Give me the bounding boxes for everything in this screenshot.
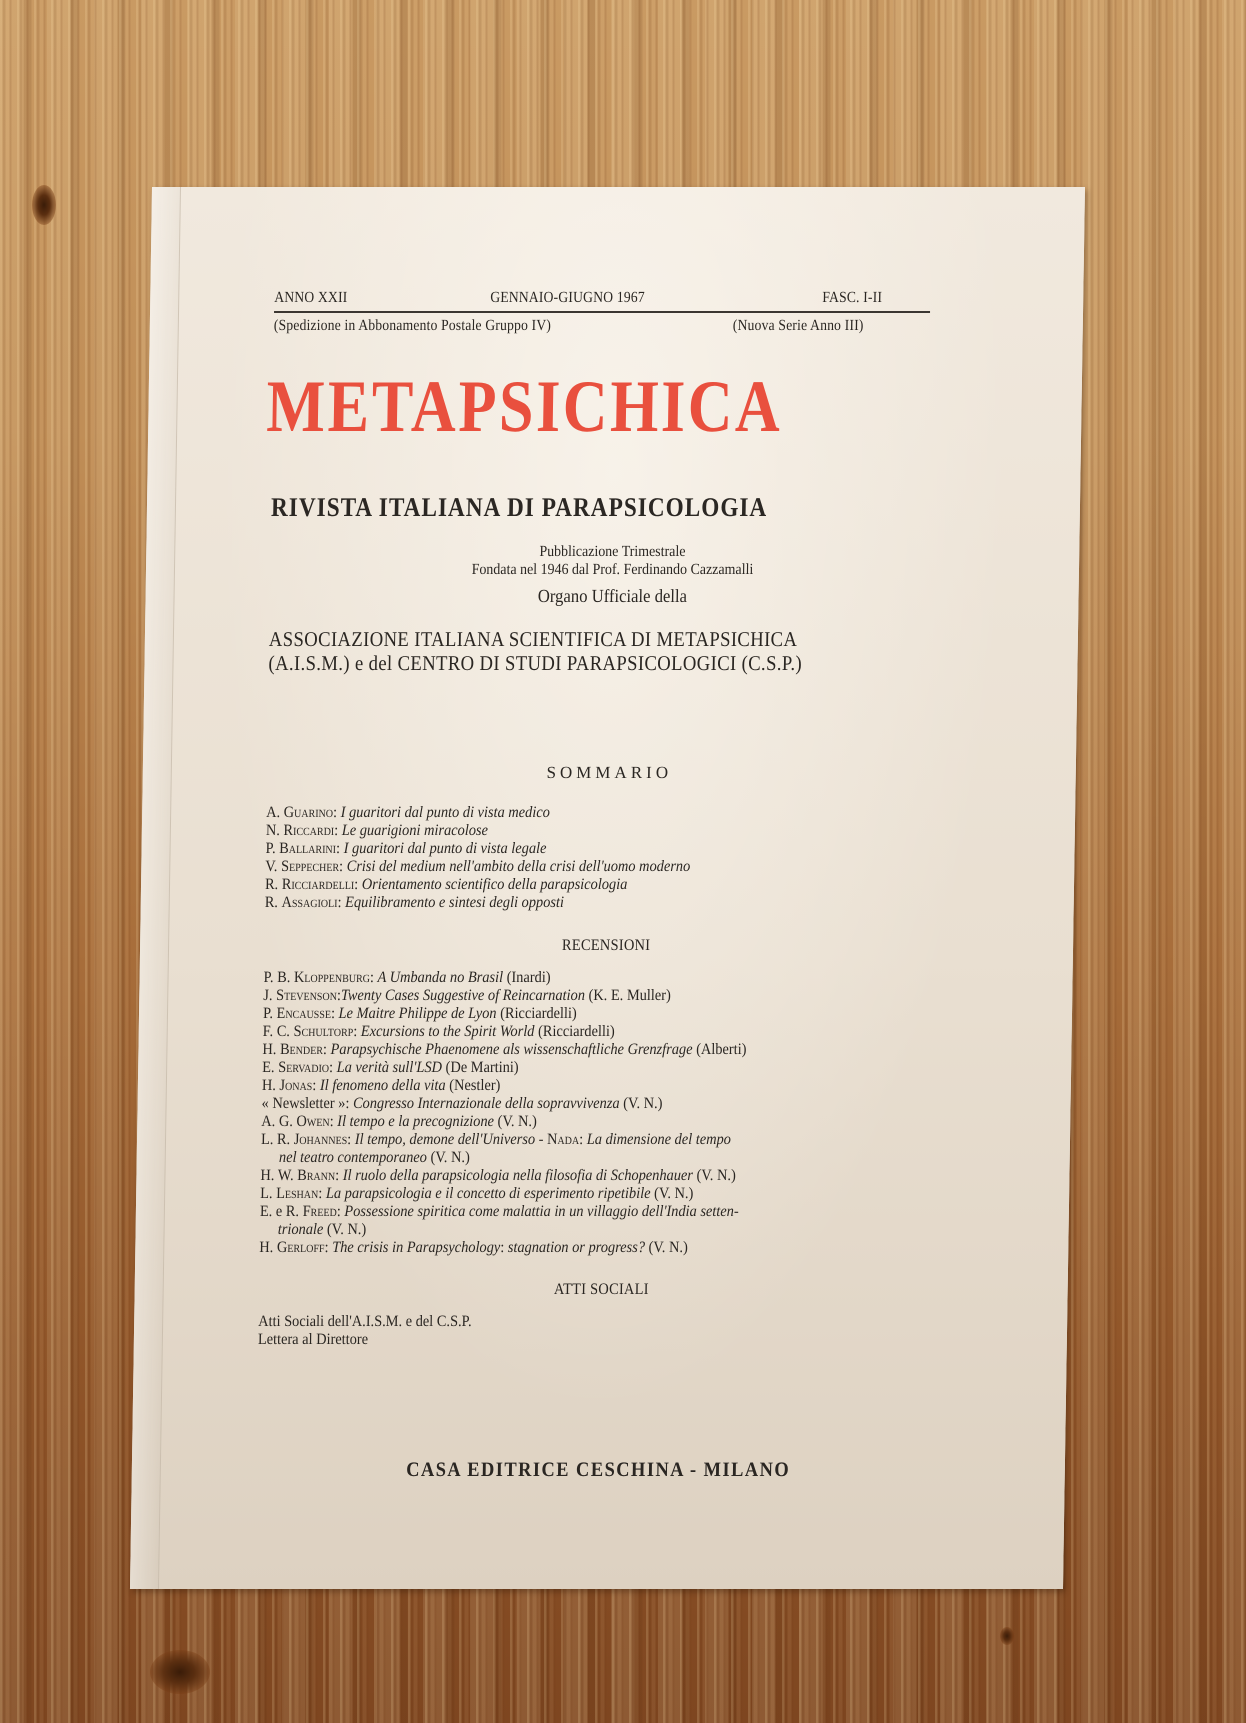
review-entry: E. e R. Freed: Possessione spiritica come malattia in un villaggio dell'India setten- xyxy=(259,1203,739,1220)
journal-cover xyxy=(130,187,1085,1589)
review-entry: E. Servadio: La verità sull'LSD (De Martini) xyxy=(262,1059,519,1076)
review-entry: P. Encausse: Le Maitre Philippe de Lyon (Ricciardelli) xyxy=(262,1005,577,1022)
recensioni-heading: RECENSIONI xyxy=(562,937,651,954)
official-organ-label: Organo Ufficiale della xyxy=(537,587,687,607)
review-entry: H. Gerloff: The crisis in Parapsychology: stagnation or progress? (V. N.) xyxy=(259,1239,688,1256)
founding-note: Fondata nel 1946 dal Prof. Ferdinando Cazzamalli xyxy=(471,561,754,578)
review-entry: H. Bender: Parapsychische Phaenomene als wissenschaftliche Grenzfrage (Alberti) xyxy=(262,1041,747,1058)
sommario-list xyxy=(265,804,734,912)
review-entry: L. Leshan: La parapsicologia e il concetto di esperimento ripetibile (V. N.) xyxy=(260,1185,694,1202)
postal-note: (Spedizione in Abbonamento Postale Gruppo IV) xyxy=(273,317,552,334)
review-entry-continuation: nel teatro contemporaneo (V. N.) xyxy=(278,1149,470,1166)
atti-entry: Atti Sociali dell'A.I.S.M. e del C.S.P. xyxy=(258,1313,472,1330)
sommario-heading: SOMMARIO xyxy=(546,763,673,782)
review-entry: J. Stevenson:Twenty Cases Suggestive of Reincarnation (K. E. Muller) xyxy=(263,987,671,1004)
toc-entry: N. Riccardi: Le guarigioni miracolose xyxy=(265,822,489,839)
review-entry: F. C. Schultorp: Excursions to the Spirit World (Ricciardelli) xyxy=(262,1023,615,1040)
toc-entry: P. Ballarini: I guaritori dal punto di vista legale xyxy=(265,840,547,857)
cover-page xyxy=(130,187,1085,1589)
toc-entry: V. Seppecher: Crisi del medium nell'ambito della crisi dell'uomo moderno xyxy=(265,858,691,875)
header-rule xyxy=(274,311,930,313)
toc-entry: A. Guarino: I guaritori dal punto di vista medico xyxy=(266,804,551,821)
wood-knot xyxy=(1000,1627,1014,1645)
association-name-cont: (A.I.S.M.) e del CENTRO DI STUDI PARAPSICOLOGICI (C.S.P.) xyxy=(268,651,803,675)
wood-knot xyxy=(32,185,56,225)
atti-sociali-heading: ATTI SOCIALI xyxy=(553,1281,649,1298)
journal-title: METAPSICHICA xyxy=(265,366,784,448)
toc-entry: R. Ricciardelli: Orientamento scientifico della parapsicologia xyxy=(264,876,628,893)
wood-knot xyxy=(150,1650,210,1694)
review-entry: H. W. Brann: Il ruolo della parapsicologia nella filosofia di Schopenhauer (V. N.) xyxy=(260,1167,736,1184)
atti-entry: Lettera al Direttore xyxy=(257,1331,369,1348)
issue-fascicle: FASC. I-II xyxy=(822,289,883,306)
series-note: (Nuova Serie Anno III) xyxy=(732,317,864,334)
review-entry-continuation: trionale (V. N.) xyxy=(277,1221,367,1238)
review-entry: « Newsletter »: Congresso Internazionale della sopravvivenza (V. N.) xyxy=(261,1095,663,1112)
review-entry: H. Jonas: Il fenomeno della vita (Nestler) xyxy=(261,1077,501,1094)
recensioni-list xyxy=(259,969,795,1257)
issue-date: GENNAIO-GIUGNO 1967 xyxy=(490,289,645,306)
toc-entry: R. Assagioli: Equilibramento e sintesi degli opposti xyxy=(264,894,565,911)
review-entry: L. R. Johannes: Il tempo, demone dell'Universo - Nada: La dimensione del tempo xyxy=(260,1131,732,1148)
journal-subtitle: RIVISTA ITALIANA DI PARAPSICOLOGIA xyxy=(270,492,768,522)
publisher-imprint: CASA EDITRICE CESCHINA - MILANO xyxy=(406,1459,791,1481)
review-entry: A. G. Owen: Il tempo e la precognizione (V. N.) xyxy=(261,1113,538,1130)
issue-year: ANNO XXII xyxy=(274,289,348,306)
review-entry: P. B. Kloppenburg: A Umbanda no Brasil (Inardi) xyxy=(263,969,551,986)
atti-sociali-list xyxy=(258,1313,493,1349)
publication-frequency: Pubblicazione Trimestrale xyxy=(539,543,686,560)
association-name: ASSOCIAZIONE ITALIANA SCIENTIFICA DI METAPSICHICA xyxy=(268,627,798,651)
